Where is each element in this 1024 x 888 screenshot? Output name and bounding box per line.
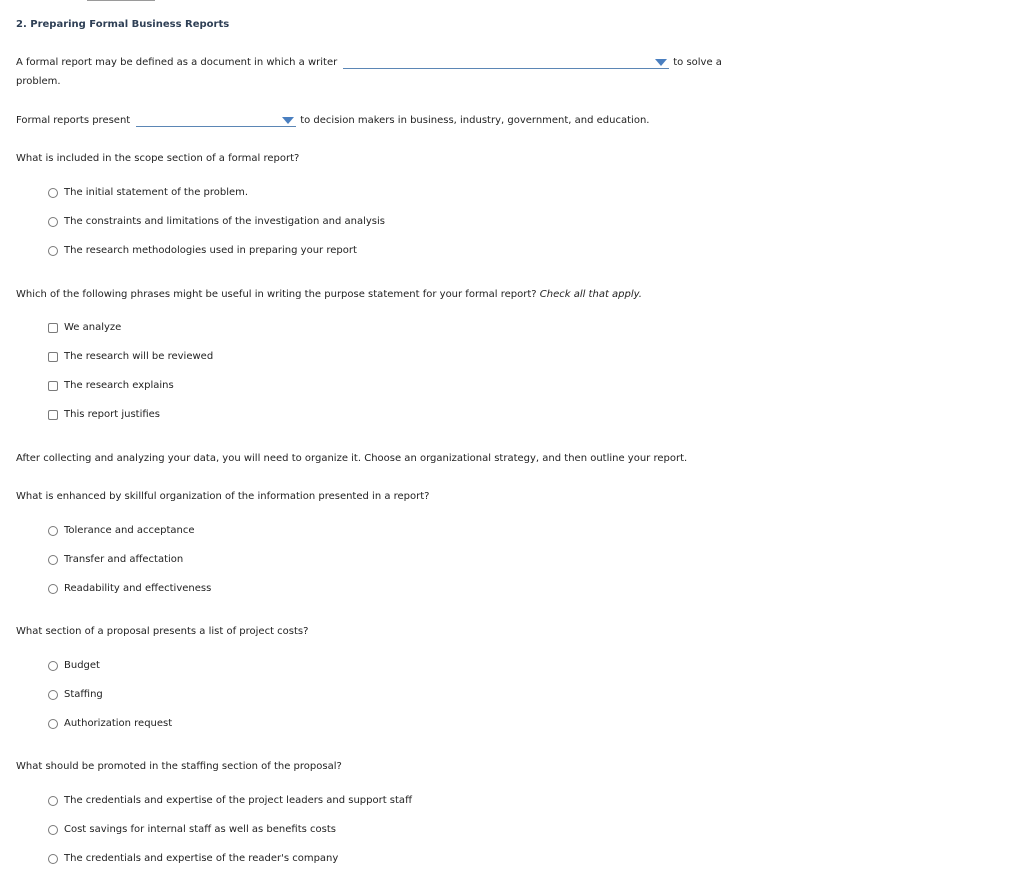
q7-option[interactable]	[48, 824, 336, 835]
q4-option[interactable]	[48, 409, 160, 420]
q5-option[interactable]	[48, 554, 183, 565]
q1-suffix: to solve a	[673, 57, 722, 68]
q3-option[interactable]	[48, 187, 248, 198]
radio-button[interactable]	[48, 719, 58, 729]
q4-option-label: This report justifies	[64, 409, 161, 420]
q7-option[interactable]	[48, 853, 338, 864]
q6-option-label: Budget	[64, 660, 100, 671]
instruction-text: After collecting and analyzing your data, you will need to organize it. Choose an organizational strategy, and then outline your report.	[16, 453, 688, 464]
checkbox[interactable]	[48, 410, 58, 420]
q5-option[interactable]	[48, 525, 195, 536]
q7-option-label: The credentials and expertise of the project leaders and support staff	[64, 795, 412, 806]
q5-option-label: Readability and effectiveness	[64, 583, 212, 594]
q4-question	[16, 289, 642, 300]
q1-continuation: problem.	[16, 76, 61, 87]
q7-option-label: The credentials and expertise of the reader's company	[64, 853, 339, 864]
q7-question: What should be promoted in the staffing section of the proposal?	[16, 761, 342, 772]
q4-hint: Check all that apply.	[539, 289, 642, 300]
q4-option[interactable]	[48, 380, 174, 391]
q1-prefix: A formal report may be defined as a document in which a writer	[16, 57, 338, 68]
q7-option-label: Cost savings for internal staff as well as benefits costs	[64, 824, 336, 835]
q4-option-label: We analyze	[64, 322, 122, 333]
radio-button[interactable]	[48, 246, 58, 256]
radio-button[interactable]	[48, 526, 58, 536]
radio-button[interactable]	[48, 584, 58, 594]
radio-button[interactable]	[48, 661, 58, 671]
q7-option[interactable]	[48, 795, 412, 806]
q6-option[interactable]	[48, 718, 172, 729]
radio-button[interactable]	[48, 188, 58, 198]
q5-option-label: Transfer and affectation	[64, 554, 184, 565]
q6-option-label: Staffing	[64, 689, 103, 700]
radio-button[interactable]	[48, 217, 58, 227]
q6-option-label: Authorization request	[64, 718, 173, 729]
q4-option[interactable]	[48, 322, 121, 333]
q5-option[interactable]	[48, 583, 211, 594]
checkbox[interactable]	[48, 323, 58, 333]
checkbox[interactable]	[48, 352, 58, 362]
q4-option-label: The research explains	[64, 380, 174, 391]
q3-question: What is included in the scope section of a formal report?	[16, 153, 300, 164]
q3-option[interactable]	[48, 245, 357, 256]
chevron-down-icon	[655, 59, 667, 66]
radio-button[interactable]	[48, 854, 58, 864]
chevron-down-icon	[282, 117, 294, 124]
q2-dropdown[interactable]	[136, 115, 296, 127]
checkbox[interactable]	[48, 381, 58, 391]
q1-dropdown[interactable]	[343, 57, 669, 69]
section-title: 2. Preparing Formal Business Reports	[16, 19, 230, 30]
q4-question-text: Which of the following phrases might be useful in writing the purpose statement for your formal report?	[16, 289, 537, 300]
q6-option[interactable]	[48, 689, 103, 700]
radio-button[interactable]	[48, 555, 58, 565]
q6-question: What section of a proposal presents a list of project costs?	[16, 626, 309, 637]
q4-option-label: The research will be reviewed	[64, 351, 214, 362]
q3-option-label: The initial statement of the problem.	[64, 187, 249, 198]
q3-option[interactable]	[48, 216, 385, 227]
q1-line	[16, 57, 722, 69]
q4-option[interactable]	[48, 351, 213, 362]
q5-option-label: Tolerance and acceptance	[64, 525, 195, 536]
radio-button[interactable]	[48, 825, 58, 835]
radio-button[interactable]	[48, 690, 58, 700]
top-divider	[87, 0, 155, 1]
radio-button[interactable]	[48, 796, 58, 806]
q2-line	[16, 115, 649, 127]
q3-option-label: The constraints and limitations of the investigation and analysis	[64, 216, 385, 227]
q2-prefix: Formal reports present	[16, 115, 131, 126]
q6-option[interactable]	[48, 660, 100, 671]
q3-option-label: The research methodologies used in preparing your report	[64, 245, 357, 256]
q2-suffix: to decision makers in business, industry, government, and education.	[300, 115, 650, 126]
q5-question: What is enhanced by skillful organization of the information presented in a report?	[16, 491, 430, 502]
